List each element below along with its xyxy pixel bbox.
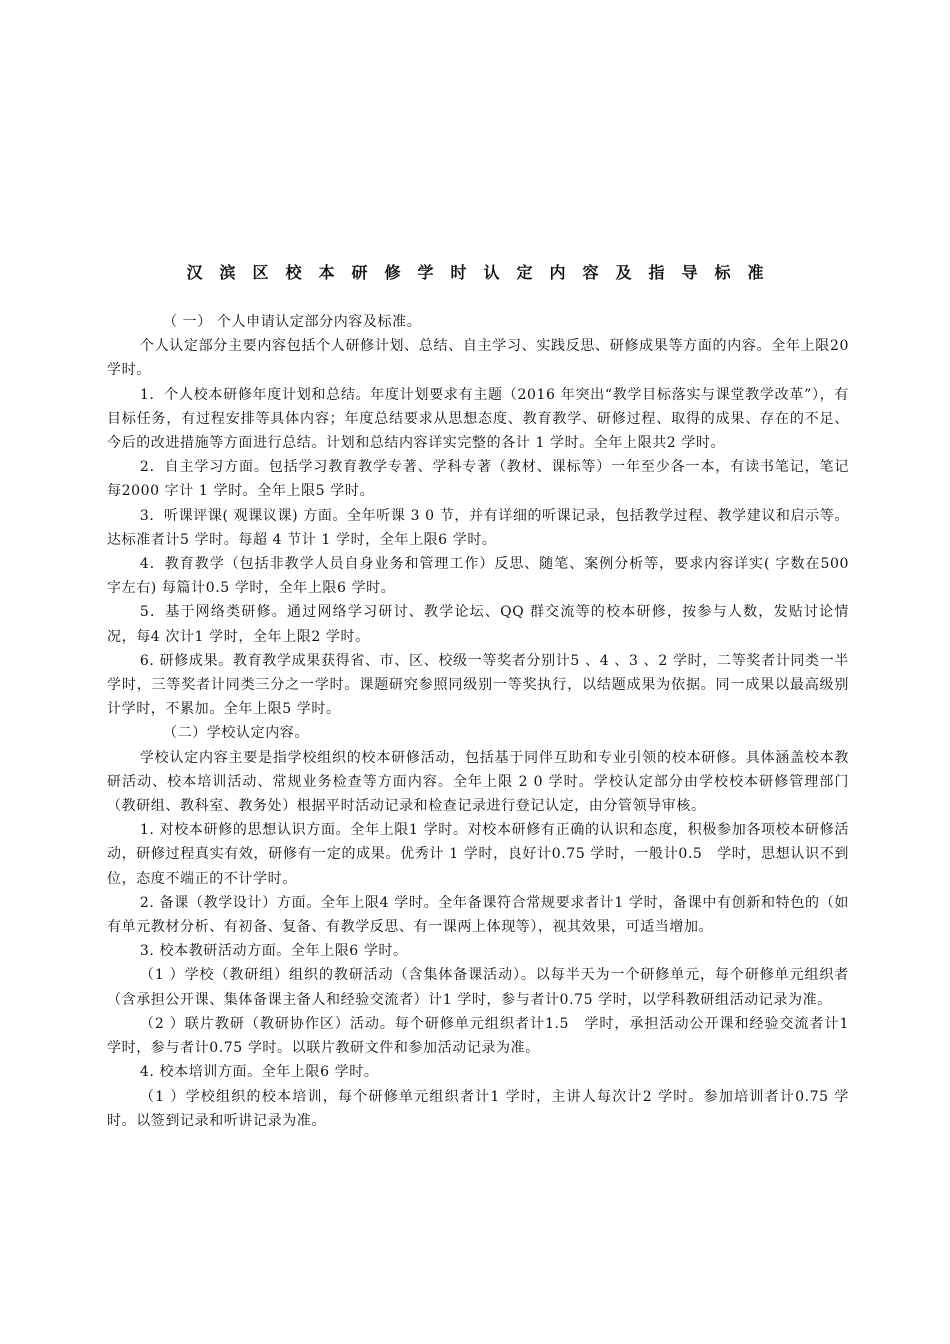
paragraph: 6. 研修成果。教育教学成果获得省、市、区、校级一等奖者分别计5 、4 、3 、2 学时，二等奖者计同类一半学时，三等奖者计同类三分之一学时。课题研究参照同级别一等奖执行，以结题成果为依据。同一成果以最高级别计学时，不累加。全年上限5 学时。 [107,652,849,718]
section-heading: （ 一） 个人申请认定部分内容及标准。 [163,314,422,330]
paragraph: （1 ）学校组织的校本培训，每个研修单元组织者计1 学时，主讲人每次计2 学时。参加培训者计0.75 学时。以签到记录和听讲记录为准。 [107,1088,849,1129]
paragraph: 3．听课评课( 观课议课) 方面。全年听课 3 0 节，并有详细的听课记录，包括教学过程、教学建议和启示等。达标准者计5 学时。每超 4 节计 1 学时，全年上限6 学时。 [107,507,849,548]
paragraph: 2. 备课（教学设计）方面。全年上限4 学时。全年备课符合常规要求者计1 学时，备课中有创新和特色的（如有单元教材分析、有初备、复备、有教学反思、有一课两上体现等），视其效果，可适当增加。 [107,894,849,936]
document-body [107,310,864,1133]
paragraph: （2 ）联片教研（教研协作区）活动。每个研修单元组织者计1.5 学时，承担活动公开课和经验交流者计1 学时，参与者计0.75 学时。以联片教研文件和参加活动记录为准。 [107,1015,849,1057]
paragraph: 2．自主学习方面。包括学习教育教学专著、学科专著（教材、课标等）一年至少各一本，有读书笔记，笔记每2000 字计 1 学时。全年上限5 学时。 [107,459,849,500]
paragraph: 4. 校本培训方面。全年上限6 学时。 [139,1064,379,1081]
paragraph: 3. 校本教研活动方面。全年上限6 学时。 [139,943,408,960]
paragraph: 1. 对校本研修的思想认识方面。全年上限1 学时。对校本研修有正确的认识和态度，积极参加各项校本研修活动，研修过程真实有效，研修有一定的成果。优秀计 1 学时，良好计0.75 学时，一般计0.5 学时，思想认识不到位，态度不端正的不计学时。 [107,822,849,887]
section-heading: （二）学校认定内容。 [163,725,309,742]
paragraph: 4．教育教学（包括非教学人员自身业务和管理工作）反思、随笔、案例分析等，要求内容详实( 字数在500 字左右) 每篇计0.5 学时，全年上限6 学时。 [107,556,849,597]
paragraph: 个人认定部分主要内容包括个人研修计划、总结、自主学习、实践反思、研修成果等方面的内容。全年上限20 学时。 [107,338,864,379]
paragraph: 5．基于网络类研修。通过网络学习研讨、教学论坛、QQ 群交流等的校本研修，按参与人数，发贴讨论情况，每4 次计1 学时，全年上限2 学时。 [107,604,849,645]
paragraph: （1 ）学校（教研组）组织的教研活动（含集体备课活动）。以每半天为一个研修单元，每个研修单元组织者（含承担公开课、集体备课主备人和经验交流者）计1 学时，参与者计0.75 学时，以学科教研组活动记录为准。 [107,967,849,1008]
paragraph: 1．个人校本研修年度计划和总结。年度计划要求有主题（2016 年突出“教学目标落实与课堂教学改革”），有目标任务，有过程安排等具体内容；年度总结要求从思想态度、教育教学、研修过程、取得的成果、存在的不足、今后的改进措施等方面进行总结。计划和总结内容详实完整的各计 1 学时。全年上限共2 学时。 [107,386,849,452]
document-title: 汉滨区校本研修学时认定内容及指导标准 [186,263,781,282]
paragraph: 学校认定内容主要是指学校组织的校本研修活动，包括基于同伴互助和专业引领的校本研修。具体涵盖校本教研活动、校本培训活动、常规业务检查等方面内容。全年上限 2 0 学时。学校认定部分由学校校本研修管理部门（教研组、教科室、教务处）根据平时活动记录和检查记录进行登记认定，由分管领导审核。 [107,749,849,815]
